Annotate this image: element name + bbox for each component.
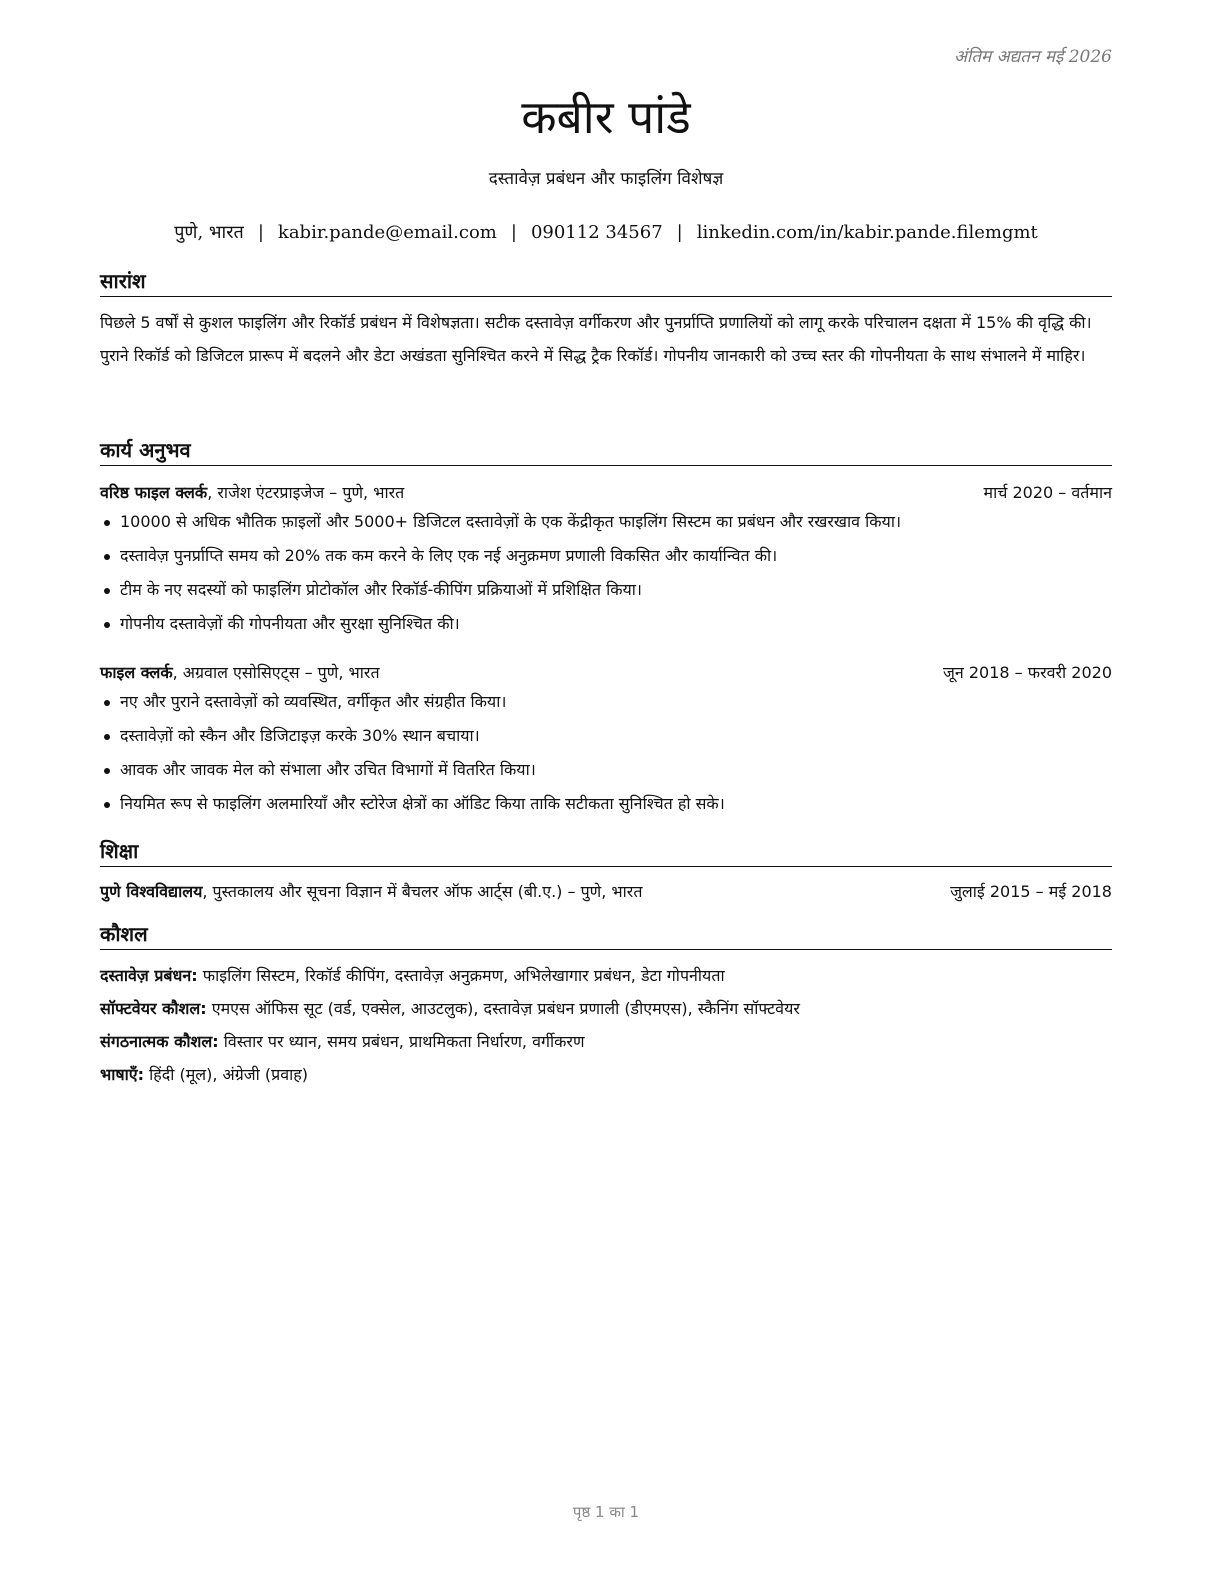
job-bullets	[100, 690, 1112, 826]
contact-linkedin[interactable]: linkedin.com/in/kabir.pande.filemgmt	[696, 222, 1038, 243]
skill-value: एमएस ऑफिस सूट (वर्ड, एक्सेल, आउटलुक), दस्तावेज़ प्रबंधन प्रणाली (डीएमएस), स्कैनिंग सॉफ्टवेयर	[206, 999, 800, 1018]
job-dates: मार्च 2020 – वर्तमान	[983, 483, 1112, 502]
section-title: कौशल	[100, 921, 1112, 950]
list-item: दस्तावेज़ पुनर्प्राप्ति समय को 20% तक कम करने के लिए एक नई अनुक्रमण प्रणाली विकसित और कार्यान्वित की।	[100, 544, 1112, 578]
list-item: नियमित रूप से फाइलिंग अलमारियाँ और स्टोरेज क्षेत्रों का ऑडिट किया ताकि सटीकता सुनिश्चित हो सके।	[100, 792, 1112, 826]
section-title: कार्य अनुभव	[100, 437, 1112, 466]
headline: दस्तावेज़ प्रबंधन और फाइलिंग विशेषज्ञ	[488, 169, 724, 189]
resume-page	[100, 0, 1112, 1584]
skill-value: फाइलिंग सिस्टम, रिकॉर्ड कीपिंग, दस्तावेज़ अनुक्रमण, अभिलेखागार प्रबंधन, डेटा गोपनीयता	[197, 966, 725, 985]
contact-location: पुणे, भारत	[174, 222, 244, 243]
skill-row	[100, 1063, 1112, 1096]
section-title: शिक्षा	[100, 838, 1112, 867]
list-item: आवक और जावक मेल को संभाला और उचित विभागों में वितरित किया।	[100, 758, 1112, 792]
contact-separator: |	[676, 222, 683, 243]
job-company: , राजेश एंटरप्राइजेज – पुणे, भारत	[207, 483, 405, 502]
summary-section	[100, 268, 1112, 368]
education-school: पुणे विश्वविद्यालय	[100, 882, 203, 901]
list-item: टीम के नए सदस्यों को फाइलिंग प्रोटोकॉल और रिकॉर्ड-कीपिंग प्रक्रियाओं में प्रशिक्षित किया।	[100, 578, 1112, 612]
skill-label: दस्तावेज़ प्रबंधन:	[100, 966, 198, 985]
job-company: , अग्रवाल एसोसिएट्स – पुणे, भारत	[172, 663, 380, 682]
page-number: पृष्ठ 1 का 1	[572, 1503, 640, 1521]
section-title: सारांश	[100, 268, 1112, 297]
skills-section	[100, 921, 1112, 1096]
skill-row	[100, 964, 1112, 997]
summary-paragraph: पिछले 5 वर्षों से कुशल फाइलिंग और रिकॉर्ड प्रबंधन में विशेषज्ञता। सटीक दस्तावेज़ वर्गीकरण और पुनर्प्राप्ति प्रणालियों को लागू करके परिचालन दक्षता में 15% की वृद्धि की।	[100, 313, 1092, 332]
contact-line	[100, 220, 1112, 244]
skill-label: संगठनात्मक कौशल:	[100, 1032, 219, 1051]
job-role: वरिष्ठ फाइल क्लर्क	[100, 483, 208, 502]
education-dates: जुलाई 2015 – मई 2018	[950, 882, 1112, 901]
education-section	[100, 838, 1112, 905]
job-role: फाइल क्लर्क	[100, 663, 173, 682]
education-entry	[100, 879, 1112, 905]
list-item: गोपनीय दस्तावेज़ों की गोपनीयता और सुरक्षा सुनिश्चित की।	[100, 612, 1112, 646]
skill-row	[100, 1030, 1112, 1063]
job-entry	[100, 660, 1112, 826]
skill-value: विस्तार पर ध्यान, समय प्रबंधन, प्राथमिकता निर्धारण, वर्गीकरण	[218, 1032, 585, 1051]
candidate-name: कबीर पांडे	[521, 90, 691, 144]
contact-email[interactable]: kabir.pande@email.com	[277, 222, 497, 243]
skill-label: भाषाएँ:	[100, 1065, 145, 1084]
contact-separator: |	[510, 222, 517, 243]
list-item: 10000 से अधिक भौतिक फ़ाइलों और 5000+ डिजिटल दस्तावेज़ों के एक केंद्रीकृत फाइलिंग सिस्टम का प्रबंधन और रखरखाव किया।	[100, 510, 1112, 544]
skill-label: सॉफ्टवेयर कौशल:	[100, 999, 207, 1018]
contact-separator: |	[257, 222, 264, 243]
list-item: दस्तावेज़ों को स्कैन और डिजिटाइज़ करके 30% स्थान बचाया।	[100, 724, 1112, 758]
summary-paragraph: पुराने रिकॉर्ड को डिजिटल प्रारूप में बदलने और डेटा अखंडता सुनिश्चित करने में सिद्ध ट्रैक रिकॉर्ड। गोपनीय जानकारी को उच्च स्तर की गोपनीयता के साथ संभालने में माहिर।	[100, 346, 1086, 365]
list-item: नए और पुराने दस्तावेज़ों को व्यवस्थित, वर्गीकृत और संग्रहीत किया।	[100, 690, 1112, 724]
last-updated: अंतिम अद्यतन मई 2026	[953, 47, 1112, 67]
skill-value: हिंदी (मूल), अंग्रेजी (प्रवाह)	[144, 1065, 309, 1084]
experience-section	[100, 437, 1112, 826]
contact-phone: 090112 34567	[530, 222, 663, 243]
job-entry	[100, 480, 1112, 646]
skill-row	[100, 997, 1112, 1030]
job-bullets	[100, 510, 1112, 646]
education-detail: , पुस्तकालय और सूचना विज्ञान में बैचलर ऑफ आर्ट्स (बी.ए.) – पुणे, भारत	[202, 882, 643, 901]
job-dates: जून 2018 – फरवरी 2020	[943, 663, 1112, 682]
